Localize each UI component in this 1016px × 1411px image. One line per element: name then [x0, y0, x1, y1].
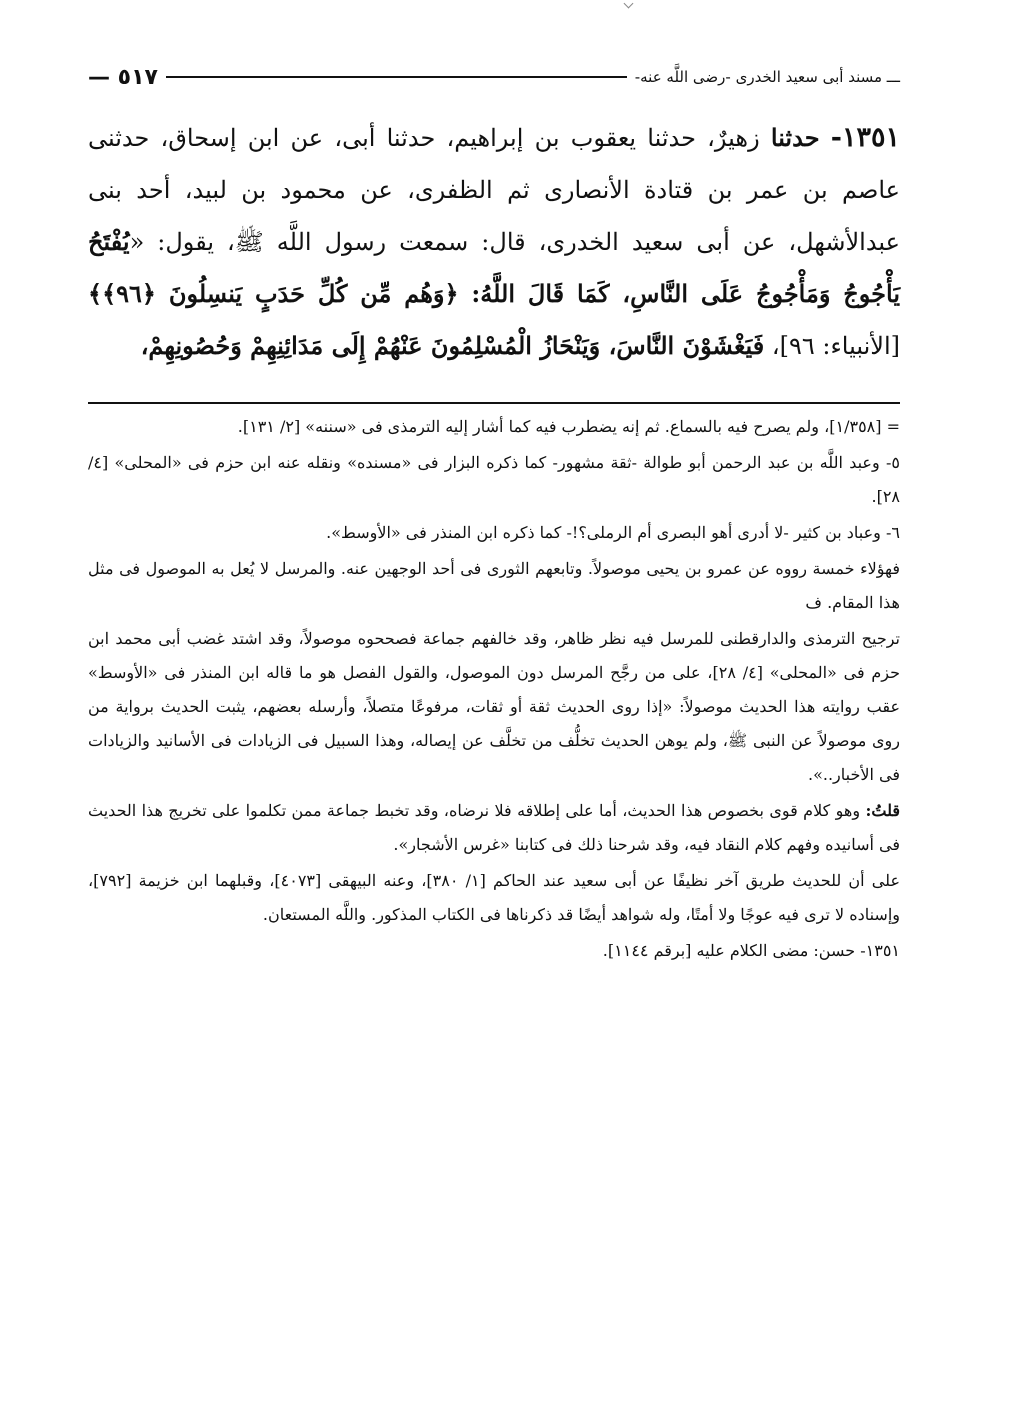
- hadith-paragraph: [88, 112, 900, 372]
- footnotes: [88, 410, 900, 970]
- page-header: [88, 62, 900, 92]
- quran-reference: [الأنبياء: ٩٦]،: [764, 332, 900, 360]
- hadith-quote-part2: فَيَغْشَوْنَ النَّاسَ، وَيَنْحَازُ الْمُسْلِمُونَ عَنْهُمْ إِلَى مَدَائِنِهِمْ وَحُصُونِهِمْ،: [140, 331, 765, 360]
- footnote-other-route: على أن للحديث طريق آخر نظيفًا عن أبى سعيد عند الحاكم [١/ ٣٨٠]، وعنه البيهقى [٤٠٧٣]، وقبلهما ابن خزيمة [٧٩٢]، وإسناده لا ترى فيه عوجًا ولا أمتًا، وله شواهد أيضًا قد ذكرناها فى الكتاب المذكور. واللَّه المستعان.: [88, 871, 900, 924]
- scan-mark: [624, 0, 634, 8]
- running-title: ـــ مسند أبى سعيد الخدرى -رضى اللَّه عنه-: [634, 68, 900, 86]
- page-number: ٥١٧ —: [88, 64, 158, 90]
- hadith-text: [88, 112, 900, 372]
- footnote-hadith-grade: ١٣٥١- حسن: مضى الكلام عليه [برقم ١١٤٤].: [602, 941, 900, 960]
- footnote-item-5: ٥- وعبد اللَّه بن عبد الرحمن أبو طوالة -ثقة مشهور- كما ذكره البزار فى «مسنده» ونقله عنه ابن حزم فى «المحلى» [٤/ ٢٨].: [88, 453, 900, 506]
- hadith-chain: زهيرٌ، حدثنا يعقوب بن إبراهيم، حدثنا أبى، عن ابن إسحاق، حدثنى عاصم بن عمر بن قتادة الأنصارى ثم الظفرى، عن محمود بن لبيد، أحد بنى عبدالأشهل، عن أبى سعيد الخدرى، قال: سمعت رسول اللَّه ﷺ، يقول: «: [88, 124, 900, 256]
- footnote-separator: [88, 402, 900, 404]
- hadith-quote-part1: يُفْتَحُ يَأْجُوجُ وَمَأْجُوجُ عَلَى النَّاسِ، كَمَا قَالَ اللَّهُ: ﴿وَهُم مِّن كُلِّ حَدَبٍ يَنسِلُونَ ﴿٩٦﴾﴾: [88, 227, 900, 308]
- author-comment-label: قلتُ:: [865, 801, 901, 820]
- hadith-number: ١٣٥١-: [830, 122, 900, 153]
- footnote-discussion: ترجيح الترمذى والدارقطنى للمرسل فيه نظر ظاهر، وقد خالفهم جماعة فصححوه موصولاً، وقد اشتد غضب أبى محمد ابن حزم فى «المحلى» [٤/ ٢٨]، على من رجَّح المرسل دون الموصول، والقول الفصل هو ما قاله ابن المنذر فى «الأوسط» عقب روايته هذا الحديث موصولاً: «إذا روى الحديث ثقة أو ثقات، مرفوعًا متصلاً، وأرسله بعضهم، يثبت الحديث برواية من روى موصولاً عن النبى ﷺ، ولم يوهن الحديث تخلُّف من تخلَّف عن إيصاله، وهذا السبيل فى الزيادات فى الأسانيد والزيادات فى الأخبار..».: [88, 629, 901, 784]
- footnote-continuation: = [١/٣٥٨]، ولم يصرح فيه بالسماع. ثم إنه يضطرب فيه كما أشار إليه الترمذى فى «سننه» [٢/ ١٣١].: [237, 417, 900, 436]
- header-rule: [166, 76, 627, 78]
- author-comment-text: وهو كلام قوى بخصوص هذا الحديث، أما على إطلاقه فلا نرضاه، وقد تخبط جماعة ممن تكلموا على تخريج هذا الحديث فى أسانيده وفهم كلام النقاد فيه، وقد شرحنا ذلك فى كتابنا «غرس الأشجار».: [88, 801, 900, 854]
- footnote-item-6: ٦- وعباد بن كثير -لا أدرى أهو البصرى أم الرملى؟!- كما ذكره ابن المنذر فى «الأوسط».: [326, 523, 900, 542]
- footnote-author-comment: [88, 794, 900, 862]
- footnote-summary: فهؤلاء خمسة رووه عن عمرو بن يحيى موصولاً. وتابعهم الثورى فى أحد الوجهين عنه. والمرسل لا يُعل به الموصول فى مثل هذا المقام. ف: [88, 559, 901, 612]
- hadith-opening: حدثنا: [770, 123, 820, 152]
